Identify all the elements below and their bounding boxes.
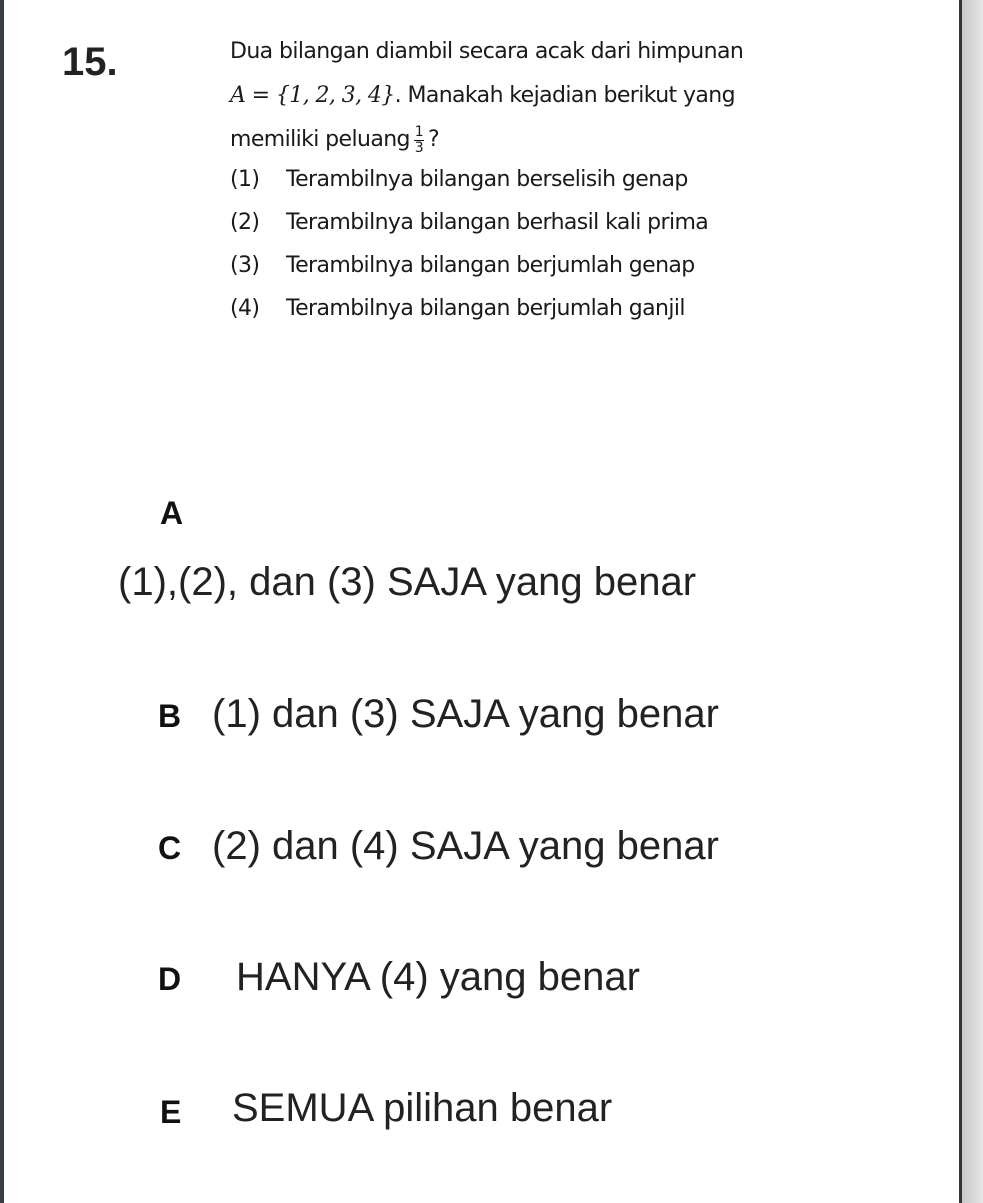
- statement-text: Terambilnya bilangan berselisih genap: [286, 167, 688, 192]
- statement-text: Terambilnya bilangan berhasil kali prima: [286, 210, 709, 235]
- statement-number: (3): [230, 253, 260, 278]
- set-expression: A = {1, 2, 3, 4}: [230, 83, 395, 108]
- statement-item: [230, 287, 743, 330]
- option-letter: D: [158, 961, 182, 997]
- question-line-3-text: memiliki peluang: [230, 127, 410, 152]
- question-line-3: [230, 118, 743, 162]
- statement-item: [230, 158, 743, 201]
- question-number: 15.: [62, 40, 118, 84]
- fraction-numerator: 1: [414, 123, 424, 140]
- fraction-denominator: 3: [414, 139, 424, 156]
- option-letter: B: [158, 698, 182, 734]
- option-text: (1) dan (3) SAJA yang benar: [212, 692, 719, 736]
- left-border: [0, 0, 4, 1203]
- fraction: [414, 125, 424, 156]
- option-text: HANYA (4) yang benar: [236, 955, 640, 999]
- statement-text: Terambilnya bilangan berjumlah ganjil: [286, 296, 685, 321]
- option-text: SEMUA pilihan benar: [232, 1086, 613, 1130]
- statement-number: (4): [230, 296, 260, 321]
- statement-item: [230, 244, 743, 287]
- option-text: (1),(2), dan (3) SAJA yang benar: [118, 560, 697, 604]
- statement-list: [230, 158, 743, 330]
- statement-number: (2): [230, 210, 260, 235]
- option-letter: A: [160, 495, 184, 531]
- question-mark: ?: [427, 127, 440, 152]
- option-letter: E: [160, 1094, 182, 1130]
- right-shade: [962, 0, 983, 1203]
- statement-number: (1): [230, 167, 260, 192]
- question-line-1: Dua bilangan diambil secara acak dari himpunan: [230, 39, 744, 64]
- statement-item: [230, 201, 743, 244]
- question-text: [230, 30, 743, 330]
- question-line-2: [230, 74, 743, 118]
- option-text: (2) dan (4) SAJA yang benar: [212, 824, 719, 868]
- statement-text: Terambilnya bilangan berjumlah genap: [286, 253, 695, 278]
- option-letter: C: [158, 830, 182, 866]
- question-line-2-text: . Manakah kejadian berikut yang: [394, 83, 735, 108]
